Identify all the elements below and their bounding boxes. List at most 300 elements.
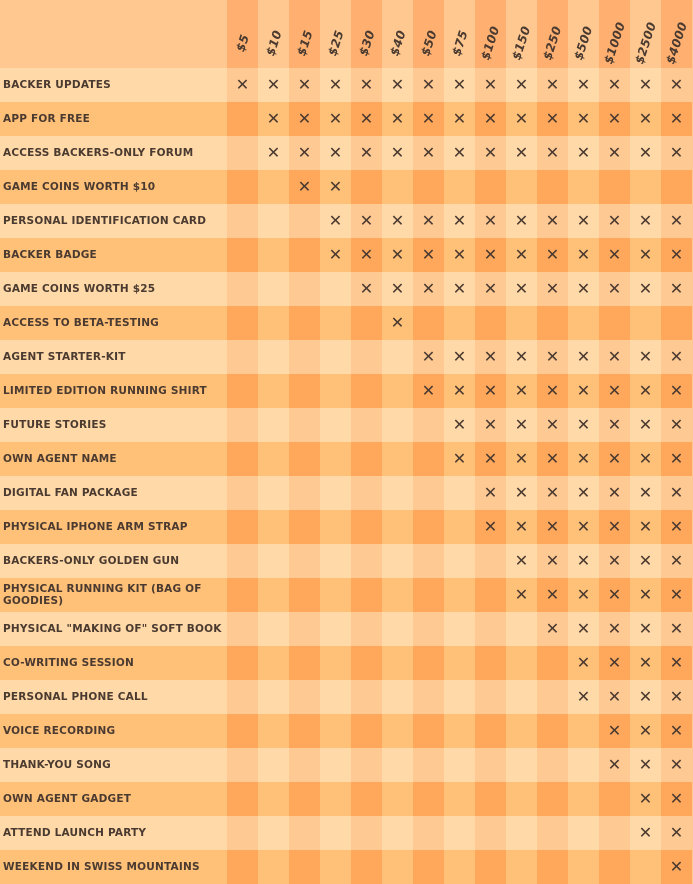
- included-mark-icon: ✕: [638, 619, 653, 638]
- reward-cell: [413, 544, 444, 578]
- reward-cell: [630, 646, 661, 680]
- reward-cell: [661, 102, 692, 136]
- included-mark-icon: ✕: [545, 109, 560, 128]
- tier-header: [289, 0, 320, 68]
- reward-cell: [289, 238, 320, 272]
- reward-cell: [537, 714, 568, 748]
- included-mark-icon: ✕: [669, 109, 684, 128]
- reward-cell: [320, 204, 351, 238]
- tier-label: $1000: [601, 20, 628, 66]
- reward-cell: [475, 272, 506, 306]
- included-mark-icon: ✕: [638, 143, 653, 162]
- reward-cell: [382, 102, 413, 136]
- reward-cell: [320, 272, 351, 306]
- reward-cell: [661, 204, 692, 238]
- tier-label: $15: [293, 28, 316, 58]
- reward-cell: [320, 102, 351, 136]
- reward-cell: [413, 340, 444, 374]
- reward-cell: [320, 408, 351, 442]
- reward-cell: [413, 612, 444, 646]
- reward-cell: [320, 442, 351, 476]
- reward-cell: [289, 204, 320, 238]
- included-mark-icon: ✕: [452, 347, 467, 366]
- reward-cell: [506, 578, 537, 612]
- tier-label: $100: [478, 24, 503, 62]
- reward-cell: [599, 102, 630, 136]
- reward-cell: [537, 170, 568, 204]
- reward-cell: [351, 476, 382, 510]
- reward-cell: [351, 374, 382, 408]
- included-mark-icon: ✕: [359, 75, 374, 94]
- reward-cell: [413, 476, 444, 510]
- reward-cell: [258, 680, 289, 714]
- reward-cell: [537, 442, 568, 476]
- reward-label: OWN AGENT NAME: [0, 442, 227, 476]
- reward-cell: [413, 714, 444, 748]
- reward-cell: [475, 306, 506, 340]
- reward-cell: [351, 680, 382, 714]
- reward-cell: [351, 442, 382, 476]
- reward-cell: [413, 442, 444, 476]
- reward-cell: [227, 68, 258, 102]
- reward-cell: [444, 748, 475, 782]
- reward-cell: [475, 544, 506, 578]
- reward-cell: [475, 816, 506, 850]
- included-mark-icon: ✕: [669, 483, 684, 502]
- header-blank-cell: [0, 0, 227, 68]
- included-mark-icon: ✕: [514, 483, 529, 502]
- reward-cell: [413, 102, 444, 136]
- reward-cell: [320, 646, 351, 680]
- reward-cell: [382, 680, 413, 714]
- included-mark-icon: ✕: [545, 483, 560, 502]
- reward-cell: [630, 272, 661, 306]
- reward-cell: [227, 816, 258, 850]
- reward-cell: [444, 442, 475, 476]
- reward-cell: [537, 408, 568, 442]
- reward-cell: [382, 816, 413, 850]
- reward-cell: [413, 578, 444, 612]
- reward-cell: [444, 340, 475, 374]
- reward-cell: [630, 408, 661, 442]
- reward-cell: [444, 68, 475, 102]
- reward-cell: [599, 170, 630, 204]
- reward-cell: [351, 306, 382, 340]
- reward-label: BACKER BADGE: [0, 238, 227, 272]
- reward-label: WEEKEND IN SWISS MOUNTAINS: [0, 850, 227, 884]
- reward-cell: [227, 408, 258, 442]
- reward-cell: [258, 102, 289, 136]
- included-mark-icon: ✕: [421, 381, 436, 400]
- reward-cell: [537, 680, 568, 714]
- reward-cell: [351, 748, 382, 782]
- reward-cell: [475, 782, 506, 816]
- reward-cell: [599, 136, 630, 170]
- reward-cell: [444, 510, 475, 544]
- reward-cell: [351, 578, 382, 612]
- reward-cell: [537, 374, 568, 408]
- reward-cell: [382, 544, 413, 578]
- reward-cell: [506, 136, 537, 170]
- reward-cell: [568, 408, 599, 442]
- reward-cell: [351, 646, 382, 680]
- reward-cell: [599, 782, 630, 816]
- included-mark-icon: ✕: [514, 415, 529, 434]
- reward-cell: [351, 612, 382, 646]
- reward-cell: [444, 408, 475, 442]
- included-mark-icon: ✕: [483, 381, 498, 400]
- reward-cell: [568, 102, 599, 136]
- included-mark-icon: ✕: [576, 585, 591, 604]
- included-mark-icon: ✕: [359, 245, 374, 264]
- reward-cell: [475, 136, 506, 170]
- included-mark-icon: ✕: [359, 279, 374, 298]
- reward-cell: [568, 782, 599, 816]
- reward-cell: [475, 102, 506, 136]
- included-mark-icon: ✕: [638, 585, 653, 604]
- included-mark-icon: ✕: [514, 381, 529, 400]
- reward-cell: [227, 204, 258, 238]
- tier-label: $5: [233, 32, 252, 54]
- reward-cell: [258, 816, 289, 850]
- reward-cell: [661, 68, 692, 102]
- included-mark-icon: ✕: [545, 517, 560, 536]
- reward-cell: [351, 408, 382, 442]
- reward-cell: [258, 476, 289, 510]
- included-mark-icon: ✕: [421, 211, 436, 230]
- reward-cell: [568, 714, 599, 748]
- included-mark-icon: ✕: [483, 75, 498, 94]
- reward-cell: [382, 476, 413, 510]
- reward-cell: [351, 340, 382, 374]
- reward-cell: [661, 578, 692, 612]
- reward-cell: [258, 374, 289, 408]
- reward-cell: [413, 204, 444, 238]
- reward-cell: [630, 510, 661, 544]
- reward-cell: [630, 306, 661, 340]
- reward-cell: [568, 612, 599, 646]
- reward-cell: [630, 204, 661, 238]
- reward-cell: [444, 646, 475, 680]
- reward-cell: [506, 238, 537, 272]
- reward-cell: [661, 272, 692, 306]
- reward-cell: [661, 238, 692, 272]
- included-mark-icon: ✕: [638, 347, 653, 366]
- reward-cell: [258, 612, 289, 646]
- reward-cell: [444, 170, 475, 204]
- reward-cell: [320, 170, 351, 204]
- reward-cell: [320, 680, 351, 714]
- included-mark-icon: ✕: [576, 109, 591, 128]
- reward-cell: [599, 306, 630, 340]
- reward-cell: [320, 238, 351, 272]
- reward-cell: [599, 238, 630, 272]
- included-mark-icon: ✕: [390, 211, 405, 230]
- included-mark-icon: ✕: [607, 245, 622, 264]
- reward-cell: [661, 408, 692, 442]
- reward-cell: [537, 68, 568, 102]
- reward-cell: [351, 850, 382, 884]
- reward-cell: [661, 612, 692, 646]
- reward-cell: [444, 136, 475, 170]
- included-mark-icon: ✕: [607, 449, 622, 468]
- included-mark-icon: ✕: [483, 109, 498, 128]
- reward-cell: [506, 714, 537, 748]
- reward-cell: [661, 544, 692, 578]
- reward-cell: [630, 782, 661, 816]
- reward-cell: [351, 782, 382, 816]
- included-mark-icon: ✕: [669, 585, 684, 604]
- reward-cell: [289, 612, 320, 646]
- included-mark-icon: ✕: [483, 279, 498, 298]
- reward-cell: [382, 510, 413, 544]
- included-mark-icon: ✕: [638, 279, 653, 298]
- included-mark-icon: ✕: [545, 75, 560, 94]
- reward-cell: [599, 442, 630, 476]
- reward-cell: [351, 68, 382, 102]
- reward-cell: [630, 578, 661, 612]
- reward-cell: [537, 748, 568, 782]
- reward-cell: [661, 748, 692, 782]
- included-mark-icon: ✕: [607, 347, 622, 366]
- reward-cell: [444, 238, 475, 272]
- tier-header: [506, 0, 537, 68]
- reward-cell: [413, 510, 444, 544]
- reward-cell: [661, 476, 692, 510]
- reward-cell: [413, 136, 444, 170]
- reward-cell: [568, 544, 599, 578]
- reward-cell: [599, 714, 630, 748]
- included-mark-icon: ✕: [576, 483, 591, 502]
- reward-cell: [289, 476, 320, 510]
- reward-cell: [227, 476, 258, 510]
- reward-cell: [506, 68, 537, 102]
- reward-cell: [258, 238, 289, 272]
- reward-cell: [506, 374, 537, 408]
- reward-cell: [258, 850, 289, 884]
- reward-cell: [258, 714, 289, 748]
- reward-cell: [227, 782, 258, 816]
- reward-label: APP FOR FREE: [0, 102, 227, 136]
- included-mark-icon: ✕: [483, 415, 498, 434]
- reward-cell: [506, 476, 537, 510]
- included-mark-icon: ✕: [576, 245, 591, 264]
- reward-label: LIMITED EDITION RUNNING SHIRT: [0, 374, 227, 408]
- reward-cell: [289, 102, 320, 136]
- reward-cell: [227, 136, 258, 170]
- reward-cell: [599, 544, 630, 578]
- reward-cell: [661, 374, 692, 408]
- reward-cell: [568, 340, 599, 374]
- included-mark-icon: ✕: [638, 755, 653, 774]
- reward-cell: [382, 136, 413, 170]
- included-mark-icon: ✕: [452, 143, 467, 162]
- included-mark-icon: ✕: [390, 109, 405, 128]
- reward-cell: [258, 170, 289, 204]
- included-mark-icon: ✕: [390, 143, 405, 162]
- reward-cell: [661, 442, 692, 476]
- reward-cell: [568, 238, 599, 272]
- reward-cell: [537, 782, 568, 816]
- included-mark-icon: ✕: [483, 449, 498, 468]
- reward-cell: [568, 850, 599, 884]
- reward-cell: [289, 170, 320, 204]
- reward-cell: [227, 238, 258, 272]
- reward-cell: [413, 238, 444, 272]
- reward-cell: [661, 510, 692, 544]
- reward-cell: [599, 748, 630, 782]
- reward-cell: [289, 850, 320, 884]
- reward-cell: [258, 408, 289, 442]
- reward-cell: [568, 136, 599, 170]
- reward-cell: [599, 646, 630, 680]
- reward-cell: [475, 442, 506, 476]
- included-mark-icon: ✕: [607, 75, 622, 94]
- included-mark-icon: ✕: [545, 245, 560, 264]
- reward-cell: [289, 272, 320, 306]
- reward-cell: [630, 68, 661, 102]
- included-mark-icon: ✕: [328, 109, 343, 128]
- included-mark-icon: ✕: [607, 381, 622, 400]
- reward-cell: [320, 714, 351, 748]
- reward-cell: [320, 544, 351, 578]
- reward-cell: [661, 170, 692, 204]
- reward-cell: [227, 510, 258, 544]
- reward-cell: [506, 612, 537, 646]
- reward-cell: [630, 476, 661, 510]
- included-mark-icon: ✕: [607, 211, 622, 230]
- included-mark-icon: ✕: [297, 75, 312, 94]
- reward-cell: [320, 136, 351, 170]
- tier-header: [413, 0, 444, 68]
- reward-cell: [444, 578, 475, 612]
- included-mark-icon: ✕: [483, 483, 498, 502]
- reward-cell: [351, 204, 382, 238]
- reward-cell: [661, 646, 692, 680]
- included-mark-icon: ✕: [607, 551, 622, 570]
- reward-cell: [475, 714, 506, 748]
- included-mark-icon: ✕: [328, 211, 343, 230]
- reward-cell: [227, 306, 258, 340]
- reward-label: OWN AGENT GADGET: [0, 782, 227, 816]
- included-mark-icon: ✕: [390, 279, 405, 298]
- tier-label: $50: [417, 28, 440, 58]
- reward-cell: [227, 374, 258, 408]
- included-mark-icon: ✕: [576, 381, 591, 400]
- included-mark-icon: ✕: [638, 483, 653, 502]
- included-mark-icon: ✕: [452, 449, 467, 468]
- included-mark-icon: ✕: [514, 109, 529, 128]
- reward-cell: [289, 544, 320, 578]
- reward-cell: [630, 136, 661, 170]
- reward-cell: [227, 340, 258, 374]
- reward-cell: [599, 272, 630, 306]
- reward-cell: [475, 612, 506, 646]
- included-mark-icon: ✕: [638, 381, 653, 400]
- reward-cell: [258, 136, 289, 170]
- reward-cell: [351, 816, 382, 850]
- reward-cell: [382, 782, 413, 816]
- included-mark-icon: ✕: [452, 211, 467, 230]
- reward-cell: [661, 714, 692, 748]
- reward-cell: [227, 442, 258, 476]
- included-mark-icon: ✕: [638, 415, 653, 434]
- included-mark-icon: ✕: [607, 109, 622, 128]
- included-mark-icon: ✕: [545, 279, 560, 298]
- reward-cell: [320, 306, 351, 340]
- reward-cell: [475, 476, 506, 510]
- reward-label: BACKERS-ONLY GOLDEN GUN: [0, 544, 227, 578]
- reward-cell: [413, 816, 444, 850]
- reward-cell: [568, 476, 599, 510]
- tier-label: $10: [262, 28, 285, 58]
- reward-cell: [382, 714, 413, 748]
- included-mark-icon: ✕: [390, 245, 405, 264]
- included-mark-icon: ✕: [669, 449, 684, 468]
- reward-cell: [320, 782, 351, 816]
- reward-cell: [475, 748, 506, 782]
- included-mark-icon: ✕: [545, 449, 560, 468]
- tier-header: [661, 0, 692, 68]
- included-mark-icon: ✕: [607, 687, 622, 706]
- reward-cell: [630, 816, 661, 850]
- included-mark-icon: ✕: [669, 415, 684, 434]
- included-mark-icon: ✕: [483, 245, 498, 264]
- included-mark-icon: ✕: [483, 143, 498, 162]
- included-mark-icon: ✕: [638, 517, 653, 536]
- reward-cell: [537, 238, 568, 272]
- reward-label: AGENT STARTER-KIT: [0, 340, 227, 374]
- reward-cell: [661, 816, 692, 850]
- included-mark-icon: ✕: [297, 109, 312, 128]
- reward-cell: [258, 748, 289, 782]
- reward-cell: [475, 408, 506, 442]
- included-mark-icon: ✕: [669, 687, 684, 706]
- reward-cell: [382, 442, 413, 476]
- included-mark-icon: ✕: [421, 75, 436, 94]
- included-mark-icon: ✕: [545, 211, 560, 230]
- reward-label: BACKER UPDATES: [0, 68, 227, 102]
- reward-cell: [444, 612, 475, 646]
- tier-header: [568, 0, 599, 68]
- reward-cell: [506, 204, 537, 238]
- reward-cell: [413, 646, 444, 680]
- included-mark-icon: ✕: [421, 279, 436, 298]
- reward-cell: [630, 714, 661, 748]
- reward-cell: [537, 136, 568, 170]
- included-mark-icon: ✕: [452, 415, 467, 434]
- included-mark-icon: ✕: [607, 619, 622, 638]
- reward-cell: [568, 204, 599, 238]
- tier-label: $25: [324, 28, 347, 58]
- included-mark-icon: ✕: [545, 143, 560, 162]
- included-mark-icon: ✕: [421, 347, 436, 366]
- included-mark-icon: ✕: [638, 109, 653, 128]
- reward-cell: [475, 680, 506, 714]
- included-mark-icon: ✕: [452, 279, 467, 298]
- tier-label: $75: [448, 28, 471, 58]
- reward-label: PERSONAL PHONE CALL: [0, 680, 227, 714]
- reward-cell: [227, 612, 258, 646]
- reward-cell: [382, 68, 413, 102]
- reward-cell: [630, 340, 661, 374]
- reward-cell: [630, 238, 661, 272]
- reward-cell: [413, 782, 444, 816]
- reward-cell: [289, 748, 320, 782]
- reward-cell: [258, 340, 289, 374]
- reward-cell: [351, 170, 382, 204]
- reward-cell: [537, 306, 568, 340]
